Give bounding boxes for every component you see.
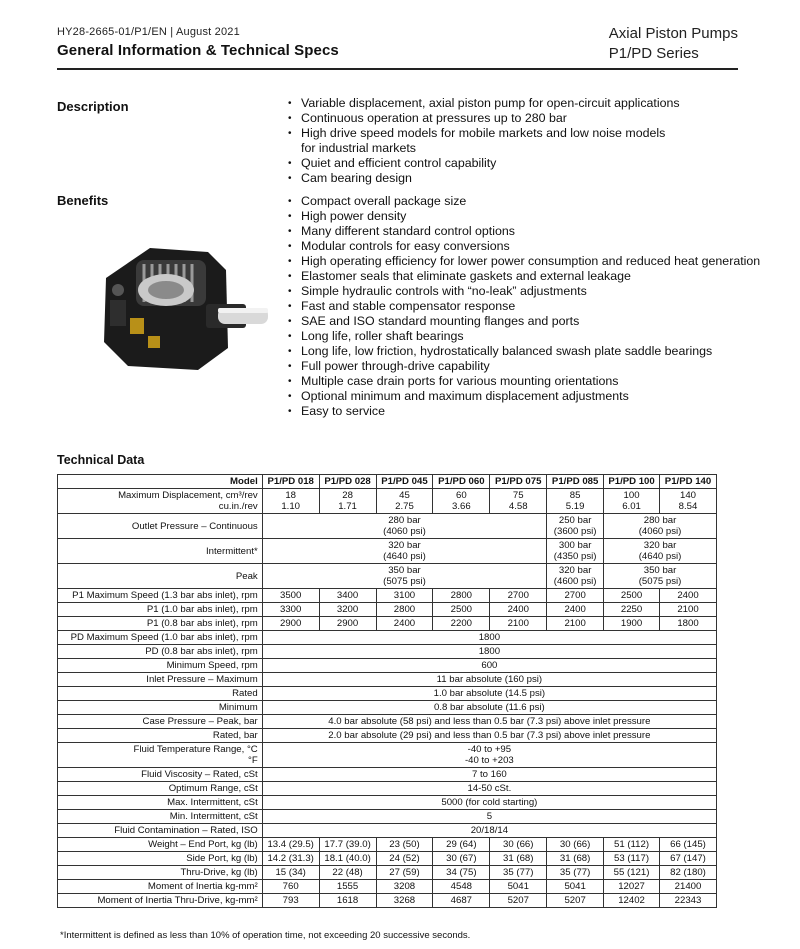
header-rule (57, 68, 738, 70)
table-cell: 14-50 cSt. (262, 782, 716, 796)
table-row (58, 796, 717, 810)
table-row (58, 824, 717, 838)
row-label: Outlet Pressure – Continuous (58, 514, 263, 539)
table-cell: 29 (64) (433, 838, 490, 852)
section-title: General Information & Technical Specs (57, 42, 339, 59)
benefits-label: Benefits (57, 193, 109, 208)
row-label: Case Pressure – Peak, bar (58, 715, 263, 729)
table-cell: 30 (67) (433, 852, 490, 866)
cell-line: 75 (512, 490, 524, 501)
table-row (58, 589, 717, 603)
table-row (58, 810, 717, 824)
table-cell (319, 489, 376, 514)
table-cell: 4.0 bar absolute (58 psi) and less than 0.5 bar (7.3 psi) above inlet pressure (262, 715, 716, 729)
row-label: Fluid Viscosity – Rated, cSt (58, 768, 263, 782)
list-item: • SAE and ISO standard mounting flanges and ports (288, 314, 760, 329)
model-header: P1/PD 028 (319, 475, 376, 489)
table-row (58, 514, 717, 539)
table-row (58, 894, 717, 908)
table-row (58, 673, 717, 687)
list-item: • Cam bearing design (288, 171, 680, 186)
table-cell: 2500 (433, 603, 490, 617)
model-header: P1/PD 045 (376, 475, 433, 489)
table-cell (547, 564, 604, 589)
model-header: P1/PD 100 (604, 475, 660, 489)
cell-line: (4060 psi) (638, 526, 682, 537)
list-item: • High power density (288, 209, 760, 224)
cell-line: 1.71 (338, 501, 357, 512)
table-cell: 66 (145) (660, 838, 717, 852)
table-cell: 2100 (660, 603, 717, 617)
table-cell: 12402 (604, 894, 660, 908)
table-row (58, 838, 717, 852)
table-cell: 5041 (490, 880, 547, 894)
table-cell: 30 (66) (547, 838, 604, 852)
cell-line: 100 (623, 490, 640, 501)
table-cell: 5000 (for cold starting) (262, 796, 716, 810)
table-cell: 793 (262, 894, 319, 908)
table-cell: 3300 (262, 603, 319, 617)
cell-line: 320 bar (558, 565, 592, 576)
cell-line: 1.10 (281, 501, 301, 512)
table-cell: 55 (121) (604, 866, 660, 880)
table-cell: 18.1 (40.0) (319, 852, 376, 866)
table-cell: 22 (48) (319, 866, 376, 880)
table-cell (547, 514, 604, 539)
model-header: P1/PD 085 (547, 475, 604, 489)
cell-line: 18 (285, 490, 297, 501)
table-row (58, 603, 717, 617)
row-label: Minimum Speed, rpm (58, 659, 263, 673)
table-cell: 0.8 bar absolute (11.6 psi) (262, 701, 716, 715)
list-item: • Quiet and efficient control capability (288, 156, 680, 171)
table-cell: 2500 (604, 589, 660, 603)
table-cell: 3200 (319, 603, 376, 617)
row-label: P1 (1.0 bar abs inlet), rpm (58, 603, 263, 617)
table-cell: 1900 (604, 617, 660, 631)
list-item: • High operating efficiency for lower power consumption and reduced heat generation (288, 254, 760, 269)
row-label: Moment of Inertia Thru-Drive, kg-mm² (58, 894, 263, 908)
table-cell: 3100 (376, 589, 433, 603)
list-item: • Long life, roller shaft bearings (288, 329, 760, 344)
table-cell: 1.0 bar absolute (14.5 psi) (262, 687, 716, 701)
list-item: • Multiple case drain ports for various mounting orientations (288, 374, 760, 389)
table-cell (376, 489, 433, 514)
row-label: Thru-Drive, kg (lb) (58, 866, 263, 880)
table-cell: 2400 (490, 603, 547, 617)
cell-line: 280 bar (643, 515, 677, 526)
table-row (58, 701, 717, 715)
table-cell: 2800 (376, 603, 433, 617)
table-cell (604, 514, 717, 539)
cell-line: 3.66 (452, 501, 471, 512)
list-item: • Elastomer seals that eliminate gaskets and external leakage (288, 269, 760, 284)
cell-line: 2.75 (395, 501, 414, 512)
table-cell: 21400 (660, 880, 717, 894)
technical-data-title: Technical Data (57, 453, 145, 467)
model-header: P1/PD 060 (433, 475, 490, 489)
cell-line: (4350 psi) (553, 551, 597, 562)
table-cell (262, 489, 319, 514)
cell-line: 140 (679, 490, 696, 501)
list-item: • Easy to service (288, 404, 760, 419)
cell-line: 250 bar (558, 515, 592, 526)
cell-line: -40 to +95 (467, 744, 512, 755)
table-cell: 1800 (262, 645, 716, 659)
description-list (288, 96, 680, 186)
table-cell: 12027 (604, 880, 660, 894)
table-cell: 2.0 bar absolute (29 psi) and less than 0.5 bar (7.3 psi) above inlet pressure (262, 729, 716, 743)
pump-image (88, 230, 273, 375)
list-item: • Many different standard control options (288, 224, 760, 239)
table-cell (547, 489, 604, 514)
table-row (58, 743, 717, 768)
row-label: Optimum Range, cSt (58, 782, 263, 796)
table-cell: 34 (75) (433, 866, 490, 880)
table-row (58, 564, 717, 589)
table-cell: 2250 (604, 603, 660, 617)
table-cell: 5 (262, 810, 716, 824)
table-cell: 22343 (660, 894, 717, 908)
table-cell: 1800 (660, 617, 717, 631)
table-cell: 2200 (433, 617, 490, 631)
table-cell: 67 (147) (660, 852, 717, 866)
table-cell: 53 (117) (604, 852, 660, 866)
cell-line: 280 bar (388, 515, 421, 526)
list-item: • Optional minimum and maximum displacement adjustments (288, 389, 760, 404)
table-cell: 3208 (376, 880, 433, 894)
list-item: • Variable displacement, axial piston pump for open-circuit applications (288, 96, 680, 111)
table-cell: 3400 (319, 589, 376, 603)
product-title: Axial Piston Pumps (608, 25, 738, 42)
cell-line: (4640 psi) (638, 551, 682, 562)
table-cell (433, 489, 490, 514)
cell-line: 350 bar (643, 565, 677, 576)
model-header: P1/PD 075 (490, 475, 547, 489)
row-label: Moment of Inertia kg-mm² (58, 880, 263, 894)
table-cell: 27 (59) (376, 866, 433, 880)
cell-line: 5.19 (565, 501, 585, 512)
table-cell: 1800 (262, 631, 716, 645)
page-header-right (609, 24, 738, 64)
table-cell (604, 539, 717, 564)
table-row (58, 782, 717, 796)
table-cell: 1555 (319, 880, 376, 894)
table-row (58, 715, 717, 729)
table-cell: 82 (180) (660, 866, 717, 880)
row-label: Minimum (58, 701, 263, 715)
row-label: Fluid Contamination – Rated, ISO (58, 824, 263, 838)
table-row (58, 617, 717, 631)
cell-line: Maximum Displacement, cm³/rev (118, 490, 258, 501)
row-label: Side Port, kg (lb) (58, 852, 263, 866)
table-cell: 2900 (319, 617, 376, 631)
table-row (58, 489, 717, 514)
table-cell: 4548 (433, 880, 490, 894)
cell-line: (5075 psi) (638, 576, 682, 587)
row-label (58, 489, 263, 514)
table-cell: 35 (77) (547, 866, 604, 880)
table-cell: 15 (34) (262, 866, 319, 880)
table-cell: 3268 (376, 894, 433, 908)
cell-line: (3600 psi) (553, 526, 597, 537)
list-item: • Simple hydraulic controls with “no-leak” adjustments (288, 284, 760, 299)
document-number: HY28-2665-01/P1/EN | August 2021 (57, 26, 240, 38)
cell-line: 60 (456, 490, 467, 501)
table-row (58, 659, 717, 673)
table-row (58, 729, 717, 743)
row-label: Inlet Pressure – Maximum (58, 673, 263, 687)
table-cell: 13.4 (29.5) (262, 838, 319, 852)
table-cell: 760 (262, 880, 319, 894)
row-label: Model (58, 475, 263, 489)
table-cell: 1618 (319, 894, 376, 908)
cell-line: 6.01 (622, 501, 641, 512)
table-cell: 14.2 (31.3) (262, 852, 319, 866)
table-cell: 5207 (547, 894, 604, 908)
table-cell: 11 bar absolute (160 psi) (262, 673, 716, 687)
benefits-list (288, 194, 760, 419)
list-item (288, 126, 680, 156)
table-cell: 2400 (376, 617, 433, 631)
table-cell: 2700 (490, 589, 547, 603)
table-cell: 23 (50) (376, 838, 433, 852)
table-cell: 35 (77) (490, 866, 547, 880)
description-label: Description (57, 99, 129, 114)
list-item: • Fast and stable compensator response (288, 299, 760, 314)
table-cell: 20/18/14 (262, 824, 716, 838)
row-label (58, 743, 263, 768)
list-item: • Continuous operation at pressures up to 280 bar (288, 111, 680, 126)
row-label: Peak (58, 564, 263, 589)
table-cell: 600 (262, 659, 716, 673)
cell-line: (5075 psi) (383, 576, 426, 587)
cell-line: 320 bar (643, 540, 677, 551)
table-cell: 3500 (262, 589, 319, 603)
table-header-row (58, 475, 717, 489)
row-label: Rated, bar (58, 729, 263, 743)
model-header: P1/PD 018 (262, 475, 319, 489)
row-label: Intermittent* (58, 539, 263, 564)
cell-line: -40 to +203 (464, 755, 514, 766)
cell-line: 300 bar (558, 540, 592, 551)
table-cell (262, 514, 546, 539)
list-item: • Modular controls for easy conversions (288, 239, 760, 254)
table-row (58, 645, 717, 659)
table-cell: 7 to 160 (262, 768, 716, 782)
technical-data-table (57, 474, 717, 908)
row-label: Min. Intermittent, cSt (58, 810, 263, 824)
table-cell: 17.7 (39.0) (319, 838, 376, 852)
cell-line: 320 bar (388, 540, 421, 551)
cell-line: 4.58 (508, 501, 528, 512)
table-cell: 51 (112) (604, 838, 660, 852)
cell-line: °F (248, 755, 258, 766)
table-row (58, 880, 717, 894)
list-item: • Compact overall package size (288, 194, 760, 209)
cell-line: 350 bar (388, 565, 421, 576)
table-cell (262, 564, 546, 589)
table-cell: 2700 (547, 589, 604, 603)
table-cell: 31 (68) (490, 852, 547, 866)
table-cell: 4687 (433, 894, 490, 908)
cell-line: (4640 psi) (383, 551, 426, 562)
list-item-text: High drive speed models for mobile markets and low noise models (301, 126, 666, 140)
cell-line: 85 (569, 490, 581, 501)
table-row (58, 687, 717, 701)
table-row (58, 631, 717, 645)
row-label: PD Maximum Speed (1.0 bar abs inlet), rpm (58, 631, 263, 645)
row-label: Rated (58, 687, 263, 701)
table-cell (604, 564, 717, 589)
table-cell: 2400 (547, 603, 604, 617)
table-cell (660, 489, 717, 514)
table-cell: 5041 (547, 880, 604, 894)
cell-line: Fluid Temperature Range, °C (133, 744, 258, 755)
page-header-left (57, 26, 339, 59)
row-label: PD (0.8 bar abs inlet), rpm (58, 645, 263, 659)
row-label: Max. Intermittent, cSt (58, 796, 263, 810)
list-item: • Full power through-drive capability (288, 359, 760, 374)
table-cell (547, 539, 604, 564)
table-row (58, 852, 717, 866)
cell-line: (4060 psi) (383, 526, 426, 537)
table-cell: 31 (68) (547, 852, 604, 866)
row-label: P1 Maximum Speed (1.3 bar abs inlet), rpm (58, 589, 263, 603)
table-cell (604, 489, 660, 514)
table-cell (262, 539, 546, 564)
list-item-continuation: for industrial markets (301, 141, 416, 155)
table-cell: 2100 (490, 617, 547, 631)
table-cell (490, 489, 547, 514)
product-series: P1/PD Series (608, 45, 699, 62)
cell-line: 8.54 (678, 501, 698, 512)
list-item: • Long life, low friction, hydrostatically balanced swash plate saddle bearings (288, 344, 760, 359)
row-label: Weight – End Port, kg (lb) (58, 838, 263, 852)
table-cell (262, 743, 716, 768)
table-row (58, 768, 717, 782)
table-cell: 2900 (262, 617, 319, 631)
cell-line: 28 (342, 490, 353, 501)
table-cell: 30 (66) (490, 838, 547, 852)
table-row (58, 866, 717, 880)
cell-line: 45 (399, 490, 410, 501)
table-cell: 24 (52) (376, 852, 433, 866)
cell-line: (4600 psi) (553, 576, 597, 587)
cell-line: cu.in./rev (218, 501, 258, 512)
table-cell: 5207 (490, 894, 547, 908)
table-cell: 2100 (547, 617, 604, 631)
footnote: *Intermittent is defined as less than 10% of operation time, not exceeding 20 successive seconds. (60, 930, 471, 941)
row-label: P1 (0.8 bar abs inlet), rpm (58, 617, 263, 631)
model-header: P1/PD 140 (660, 475, 717, 489)
table-cell: 2400 (660, 589, 717, 603)
table-cell: 2800 (433, 589, 490, 603)
table-row (58, 539, 717, 564)
